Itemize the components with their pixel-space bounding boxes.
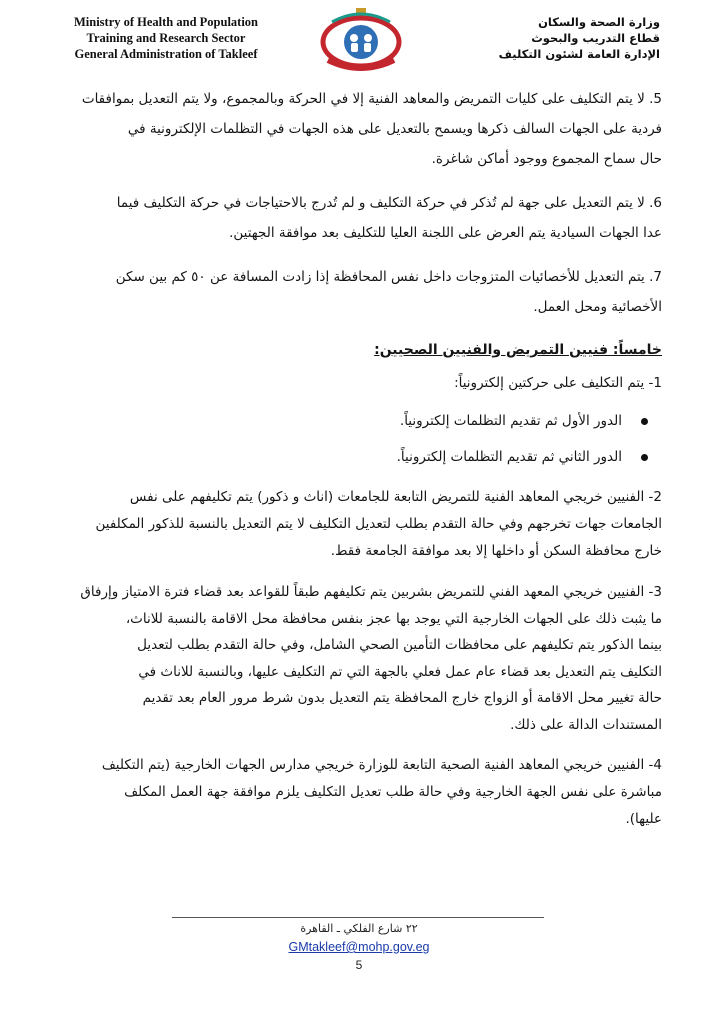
bullet-icon — [641, 454, 648, 461]
text-line: 5. لا يتم التكليف على كليات التمريض والمعاهد الفنية إلا في الحركة وبالمجموع، ولا يتم التعديل بموافقات — [81, 91, 662, 107]
bullet-list — [40, 404, 662, 474]
header-english-line: Training and Research Sector — [86, 31, 246, 45]
list-item-3 — [40, 579, 662, 738]
bullet-text: الدور الثاني ثم تقديم التظلمات إلكترونياً. — [396, 449, 622, 465]
text-line: 4- الفنيين خريجي المعاهد الفنية الصحية التابعة للوزارة خريجي مدارس الجهات الخارجية (يتم التكليف — [101, 757, 662, 773]
header-arabic-line: وزارة الصحة والسكان — [538, 15, 660, 29]
footer-divider — [172, 917, 544, 918]
section-heading: خامساً: فنيين التمريض والفنيين الصحيين: — [374, 342, 662, 358]
page-header — [0, 0, 718, 76]
bullet-icon — [641, 418, 648, 425]
header-english-line: General Administration of Takleef — [74, 47, 258, 61]
text-line: مباشرة على نفس الجهة الخارجية وفي حالة طلب تعديل التكليف يلزم موافقة جهة العمل المكلف — [124, 784, 662, 800]
list-item-2 — [40, 484, 662, 565]
text-line: حال سماح المجموع ووجود أماكن شاغرة. — [431, 151, 662, 167]
header-english-line: Ministry of Health and Population — [73, 15, 259, 29]
bullet-text: الدور الأول ثم تقديم التظلمات إلكترونياً. — [399, 413, 622, 429]
footer-email-link[interactable]: GMtakleef@mohp.gov.eg — [288, 940, 430, 954]
text-line: 6. لا يتم التعديل على جهة لم تُذكر في حركة التكليف و لم تُدرج بالاحتياجات في حركة التكليف فيما — [116, 195, 662, 211]
header-arabic-block — [460, 14, 660, 62]
header-english-block — [46, 14, 286, 62]
page-number: 5 — [355, 958, 363, 972]
list-item-1: 1- يتم التكليف على حركتين إلكترونياً: — [454, 375, 662, 391]
ministry-emblem-icon — [318, 8, 404, 74]
paragraph-7 — [40, 262, 662, 322]
text-line: عدا الجهات السيادية يتم العرض على اللجنة العليا للتكليف بعد موافقة الجهتين. — [229, 225, 662, 241]
text-line: عليها). — [625, 811, 662, 827]
bullet-item — [40, 404, 662, 438]
text-line: ما يثبت ذلك على الجهات الخارجية التي يوجد بها عجز بنفس محافظة محل الاقامة بالنسبة للاناث، — [125, 610, 662, 627]
text-line: 3- الفنيين خريجي المعهد الفني للتمريض بشربين يتم تكليفهم طبقاً للقواعد بعد قضاء فترة الامتياز وإرفاق — [80, 584, 662, 600]
text-line: 2- الفنيين خريجي المعاهد الفنية للتمريض التابعة للجامعات (اناث و ذكور) يتم تكليفهم على نفس — [129, 489, 662, 505]
text-line: 7. يتم التعديل للأخصائيات المتزوجات داخل نفس المحافظة إذا زادت المسافة عن ٥٠ كم بين سكن — [115, 269, 662, 285]
bullet-item — [40, 440, 662, 474]
list-item-4 — [40, 752, 662, 833]
document-body — [40, 84, 662, 833]
text-line: التكليف يتم التعديل بعد قضاء عام عمل فعلي بالجهة التي تم التكليف عليها، وبالنسبة للاناث في — [138, 663, 662, 680]
paragraph-5 — [40, 84, 662, 174]
header-arabic-line: قطاع التدريب والبحوث — [531, 31, 660, 45]
text-line: خارج محافظة السكن أو داخلها إلا بعد موافقة الجامعة فقط. — [330, 543, 662, 559]
text-line: بينما الذكور يتم تكليفهم على محافظات التأمين الصحي الشامل، وفي حالة التقدم بطلب لتعديل — [137, 637, 662, 653]
text-line: حالة تغيير محل الاقامة أو الزواج خارج المحافظة يتم التعديل بدون شرط مرور العام بعد تقديم — [142, 690, 662, 706]
paragraph-6 — [40, 188, 662, 248]
header-arabic-line: الإدارة العامة لشئون التكليف — [498, 47, 660, 61]
text-line: فردية على الجهات السالف ذكرها ويسمح بالتعديل على هذه الجهات في التظلمات الإلكترونية في — [127, 121, 662, 137]
text-line: المستندات الدالة على ذلك. — [510, 716, 662, 733]
text-line: الجامعات جهات تخرجهم وفي حالة التقدم بطلب لتعديل التكليف لا يتم التعديل بالنسبة للذكور المكلفين — [95, 516, 662, 532]
text-line: الأخصائية ومحل العمل. — [533, 299, 662, 315]
footer-address: ٢٢ شارع الفلكي ـ القاهرة — [300, 922, 418, 935]
